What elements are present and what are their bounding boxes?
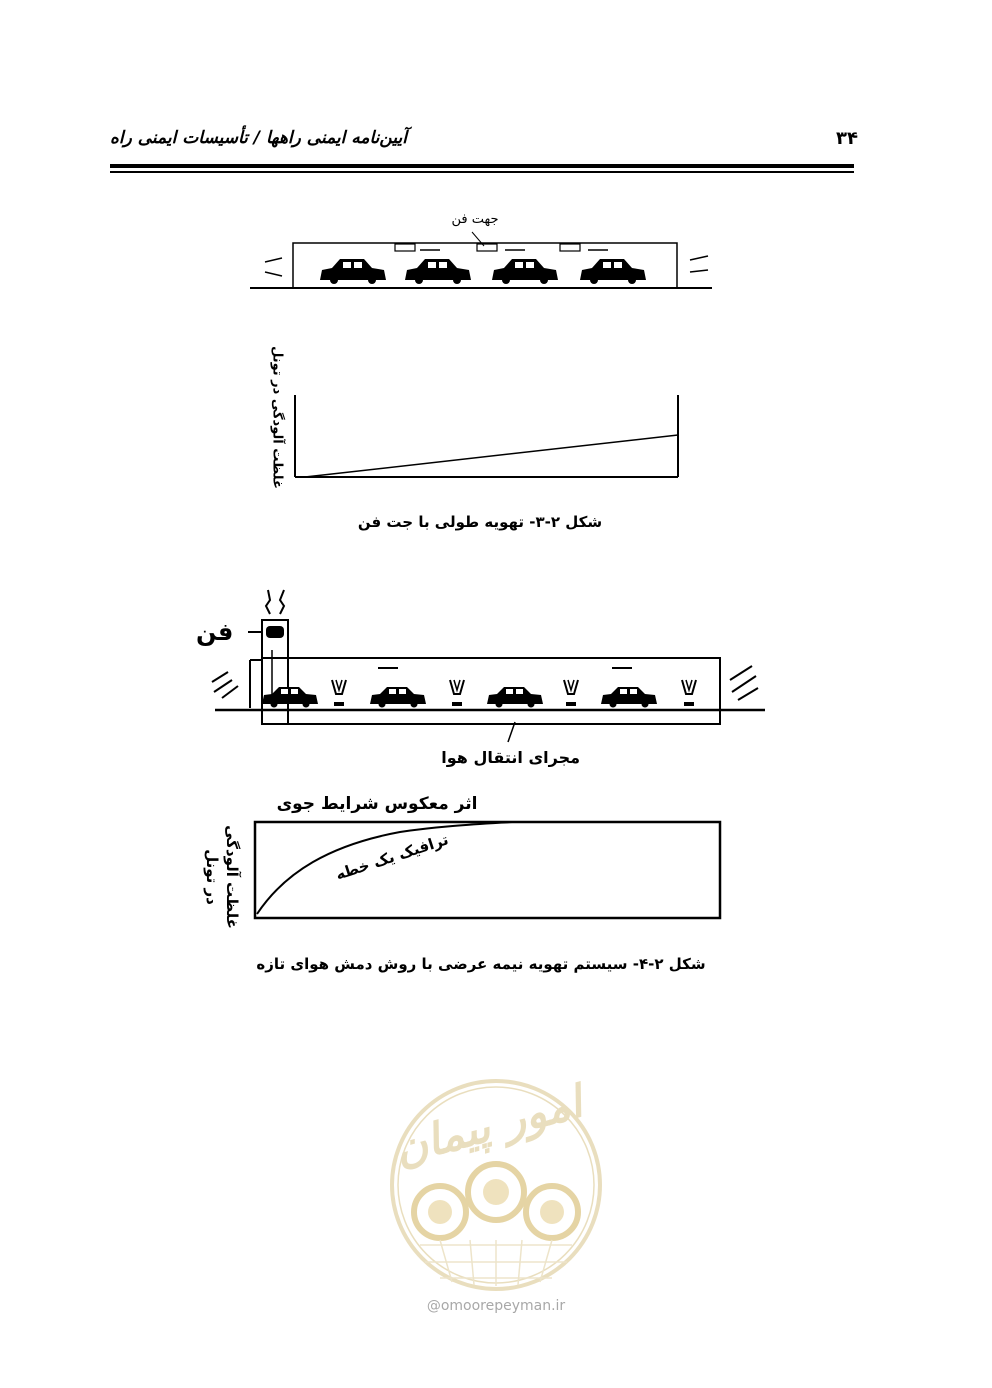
- car-icon: [405, 259, 471, 284]
- air-nozzle-icon: [682, 680, 696, 706]
- car-icon: [262, 687, 318, 708]
- reverse-weather-effect-label: اثر معکوس شرایط جوی: [276, 794, 478, 814]
- car-icon: [487, 687, 543, 708]
- one-lane-traffic-label: ترافیک یک خطه: [333, 830, 451, 884]
- page-number: ۳۴: [836, 128, 858, 149]
- figure1-caption: شکل ۲-۳- تهویه طولی با جت فن: [357, 513, 603, 531]
- car-icon: [320, 259, 386, 284]
- watermark-logo: [389, 1075, 600, 1289]
- air-nozzle-icon: [450, 680, 464, 706]
- fan-label: فن: [196, 618, 234, 646]
- jet-fan: [560, 244, 580, 251]
- tunnel-outline: [262, 658, 720, 724]
- air-nozzle-icon: [332, 680, 346, 706]
- fan-direction-label: جهت فن: [451, 212, 499, 227]
- car-icon: [601, 687, 657, 708]
- watermark-logo-text: امور پیمان: [389, 1076, 588, 1176]
- car-icon: [492, 259, 558, 284]
- fan-unit: [266, 626, 284, 638]
- graph2-y-axis-label-line1: غلظت آلودگی: [223, 825, 241, 929]
- running-header-title: آیین‌نامه ایمنی راهها / تأسیسات ایمنی راه: [110, 128, 407, 148]
- car-icon: [370, 687, 426, 708]
- graph2-y-axis-label: [198, 807, 242, 947]
- graph1-pollution-line: [305, 435, 678, 477]
- figure2-caption: شکل ۲-۴- سیستم تهویه نیمه عرضی با روش دمش هوای تازه: [256, 955, 706, 973]
- car-icon: [580, 259, 646, 284]
- watermark-url: @omoorepeyman.ir: [426, 1298, 566, 1314]
- jet-fan: [395, 244, 415, 251]
- air-nozzle-icon: [564, 680, 578, 706]
- air-duct-label: مجرای انتقال هوا: [441, 748, 580, 767]
- graph1-y-axis-label: غلظت آلودگی در تونل: [269, 346, 285, 489]
- graph2-y-axis-label-line2: در تونل: [203, 849, 221, 905]
- jet-fan: [477, 244, 497, 251]
